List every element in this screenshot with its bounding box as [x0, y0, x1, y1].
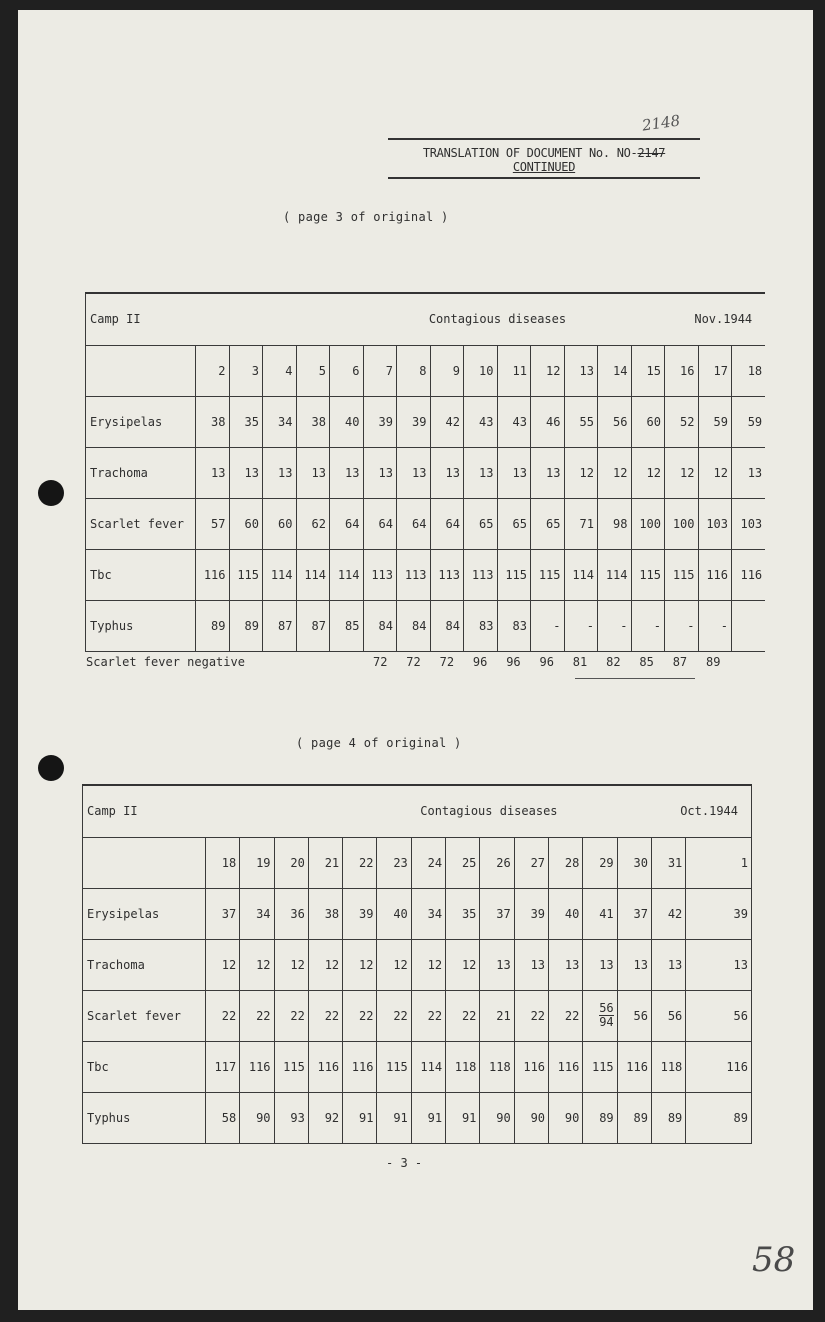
- count-cell: 114: [263, 549, 297, 600]
- negative-value: 85: [639, 655, 654, 669]
- punch-hole: [38, 755, 64, 781]
- count-cell: 40: [549, 888, 583, 939]
- count-cell: 22: [514, 990, 548, 1041]
- count-cell: 12: [564, 447, 598, 498]
- day-header-cell: 26: [480, 837, 514, 888]
- empty-header-cell: [83, 837, 206, 888]
- table-row: [86, 600, 766, 651]
- day-header-cell: 15: [631, 345, 665, 396]
- count-cell: 87: [263, 600, 297, 651]
- count-cell: 83: [464, 600, 498, 651]
- count-cell: 100: [665, 498, 699, 549]
- table-row: [83, 990, 752, 1041]
- count-cell: -: [598, 600, 632, 651]
- count-cell: 22: [274, 990, 308, 1041]
- count-cell: 90: [549, 1092, 583, 1143]
- header-continued: CONTINUED: [512, 160, 576, 174]
- count-cell: 115: [531, 549, 565, 600]
- day-header-cell: 1: [686, 837, 752, 888]
- header-title-prefix: TRANSLATION OF DOCUMENT No. NO-: [422, 146, 638, 160]
- count-cell: 37: [617, 888, 651, 939]
- count-cell: 64: [363, 498, 397, 549]
- negative-value: 96: [472, 655, 488, 669]
- disease-label: Typhus: [83, 1092, 206, 1143]
- disease-label: Trachoma: [83, 939, 206, 990]
- count-cell: 13: [363, 447, 397, 498]
- count-cell: 40: [330, 396, 364, 447]
- handwritten-document-number: 2148: [640, 111, 682, 135]
- day-header-cell: 12: [531, 345, 565, 396]
- day-header-cell: 5: [296, 345, 330, 396]
- count-cell: 22: [205, 990, 239, 1041]
- disease-label: Tbc: [86, 549, 196, 600]
- table-title-row: [86, 293, 766, 345]
- day-header-cell: 7: [363, 345, 397, 396]
- count-cell: 12: [411, 939, 445, 990]
- count-cell: 13: [330, 447, 364, 498]
- table-period: Nov.1944: [694, 312, 753, 327]
- count-cell: 92: [308, 1092, 342, 1143]
- day-header-cell: 14: [598, 345, 632, 396]
- count-cell: 13: [196, 447, 230, 498]
- count-cell: 39: [514, 888, 548, 939]
- header-title: [388, 140, 700, 160]
- negative-value: 96: [506, 655, 521, 669]
- count-cell: 12: [598, 447, 632, 498]
- disease-label: Scarlet fever: [83, 990, 206, 1041]
- count-cell: 115: [274, 1041, 308, 1092]
- count-cell: 116: [308, 1041, 342, 1092]
- count-cell: 12: [308, 939, 342, 990]
- count-cell: 114: [330, 549, 364, 600]
- count-cell: 43: [464, 396, 498, 447]
- count-cell: 13: [617, 939, 651, 990]
- count-cell: 115: [631, 549, 665, 600]
- count-cell: 13: [732, 447, 766, 498]
- count-cell: 13: [497, 447, 531, 498]
- table-row: [83, 888, 752, 939]
- count-cell: 12: [205, 939, 239, 990]
- day-header-cell: 27: [514, 837, 548, 888]
- count-cell: 60: [229, 498, 263, 549]
- count-cell: 103: [732, 498, 766, 549]
- count-cell: 113: [430, 549, 464, 600]
- day-header-cell: 29: [583, 837, 617, 888]
- count-cell: 13: [686, 939, 752, 990]
- count-cell: 116: [549, 1041, 583, 1092]
- count-cell: 56: [651, 990, 685, 1041]
- count-cell: 87: [296, 600, 330, 651]
- count-cell: 38: [308, 888, 342, 939]
- day-header-cell: 17: [698, 345, 732, 396]
- count-cell: 89: [651, 1092, 685, 1143]
- count-cell: [732, 600, 766, 651]
- count-cell: 114: [411, 1041, 445, 1092]
- day-header-cell: 13: [564, 345, 598, 396]
- table-title: Contagious diseases: [428, 312, 567, 327]
- count-cell: 39: [397, 396, 431, 447]
- table-row: [86, 549, 766, 600]
- negative-value: 81: [572, 655, 588, 669]
- count-cell: 13: [397, 447, 431, 498]
- count-cell: 52: [665, 396, 699, 447]
- count-cell: 118: [446, 1041, 480, 1092]
- count-cell: 118: [651, 1041, 685, 1092]
- count-cell: 13: [651, 939, 685, 990]
- count-cell: -: [698, 600, 732, 651]
- count-cell: 13: [583, 939, 617, 990]
- count-cell: 64: [397, 498, 431, 549]
- count-cell: 115: [665, 549, 699, 600]
- underline-mark: [575, 678, 695, 679]
- day-header-row: [86, 345, 766, 396]
- count-cell: 116: [698, 549, 732, 600]
- count-cell: 84: [397, 600, 431, 651]
- day-header-cell: 18: [205, 837, 239, 888]
- count-cell: -: [531, 600, 565, 651]
- count-cell: 114: [598, 549, 632, 600]
- count-cell: 100: [631, 498, 665, 549]
- count-cell: 40: [377, 888, 411, 939]
- negative-value: 72: [373, 655, 388, 669]
- table-title-row: [83, 785, 752, 837]
- count-cell: 35: [446, 888, 480, 939]
- count-cell: 56: [686, 990, 752, 1041]
- page4-note: ( page 4 of original ): [296, 736, 462, 750]
- count-cell: 21: [480, 990, 514, 1041]
- count-cell: 115: [377, 1041, 411, 1092]
- count-cell: 22: [446, 990, 480, 1041]
- count-cell: 22: [549, 990, 583, 1041]
- day-header-cell: 18: [732, 345, 766, 396]
- day-header-cell: 19: [240, 837, 274, 888]
- day-header-cell: 11: [497, 345, 531, 396]
- count-cell: 85: [330, 600, 364, 651]
- disease-label: Erysipelas: [83, 888, 206, 939]
- count-cell: 13: [549, 939, 583, 990]
- punch-hole: [38, 480, 64, 506]
- day-header-cell: 2: [196, 345, 230, 396]
- day-header-cell: 31: [651, 837, 685, 888]
- count-cell: 116: [732, 549, 766, 600]
- day-header-cell: 28: [549, 837, 583, 888]
- negative-value: 96: [539, 655, 554, 669]
- count-cell: 22: [240, 990, 274, 1041]
- count-cell: 34: [263, 396, 297, 447]
- count-cell: 115: [229, 549, 263, 600]
- count-cell: 113: [363, 549, 397, 600]
- count-cell: 89: [229, 600, 263, 651]
- count-cell: 89: [686, 1092, 752, 1143]
- day-header-cell: 21: [308, 837, 342, 888]
- count-cell: 39: [363, 396, 397, 447]
- count-cell: [583, 990, 617, 1041]
- table-oct-1944: [82, 784, 752, 1144]
- disease-label: Scarlet fever: [86, 498, 196, 549]
- count-cell: 56: [598, 396, 632, 447]
- count-cell: 13: [263, 447, 297, 498]
- count-cell: 22: [308, 990, 342, 1041]
- count-cell: 39: [686, 888, 752, 939]
- count-cell: 13: [296, 447, 330, 498]
- day-header-cell: 4: [263, 345, 297, 396]
- count-cell: 114: [296, 549, 330, 600]
- count-cell: 71: [564, 498, 598, 549]
- count-cell: 46: [531, 396, 565, 447]
- count-cell: 91: [446, 1092, 480, 1143]
- table-row: [86, 396, 766, 447]
- count-cell: 59: [732, 396, 766, 447]
- correction-denominator: 94: [599, 1015, 614, 1029]
- count-cell: 43: [497, 396, 531, 447]
- count-cell: 62: [296, 498, 330, 549]
- day-header-cell: 8: [397, 345, 431, 396]
- count-cell: 89: [617, 1092, 651, 1143]
- count-cell: 42: [430, 396, 464, 447]
- count-cell: 116: [240, 1041, 274, 1092]
- count-cell: 42: [651, 888, 685, 939]
- negative-value: 89: [706, 655, 721, 669]
- table-period: Oct.1944: [680, 804, 738, 819]
- count-cell: 58: [205, 1092, 239, 1143]
- count-cell: 13: [430, 447, 464, 498]
- count-cell: 12: [665, 447, 699, 498]
- count-cell: 12: [377, 939, 411, 990]
- day-header-cell: 22: [343, 837, 377, 888]
- table-row: [83, 1041, 752, 1092]
- table-row: [83, 939, 752, 990]
- count-cell: -: [665, 600, 699, 651]
- count-cell: 116: [514, 1041, 548, 1092]
- document-header: [388, 138, 700, 179]
- count-cell: 114: [564, 549, 598, 600]
- count-cell: 64: [430, 498, 464, 549]
- count-cell: 113: [464, 549, 498, 600]
- count-cell: 13: [480, 939, 514, 990]
- page3-note: ( page 3 of original ): [283, 210, 449, 224]
- count-cell: 38: [196, 396, 230, 447]
- day-header-cell: 30: [617, 837, 651, 888]
- count-cell: 90: [240, 1092, 274, 1143]
- handwritten-page-number: 58: [752, 1240, 796, 1280]
- count-cell: 12: [343, 939, 377, 990]
- count-cell: 91: [411, 1092, 445, 1143]
- count-cell: 35: [229, 396, 263, 447]
- count-cell: 39: [343, 888, 377, 939]
- count-cell: 12: [698, 447, 732, 498]
- header-title-struck-number: 2147: [637, 146, 666, 160]
- count-cell: 89: [583, 1092, 617, 1143]
- count-cell: -: [564, 600, 598, 651]
- count-cell: 37: [205, 888, 239, 939]
- count-cell: 60: [631, 396, 665, 447]
- count-cell: 65: [497, 498, 531, 549]
- count-cell: 103: [698, 498, 732, 549]
- count-cell: 13: [229, 447, 263, 498]
- count-cell: 90: [514, 1092, 548, 1143]
- count-cell: 113: [397, 549, 431, 600]
- count-cell: 56: [617, 990, 651, 1041]
- count-cell: 13: [464, 447, 498, 498]
- count-cell: 91: [343, 1092, 377, 1143]
- count-cell: 115: [497, 549, 531, 600]
- disease-label: Trachoma: [86, 447, 196, 498]
- count-cell: 93: [274, 1092, 308, 1143]
- table-nov-1944: [85, 292, 765, 652]
- day-header-cell: 9: [430, 345, 464, 396]
- count-cell: 12: [274, 939, 308, 990]
- camp-label: Camp II: [90, 312, 141, 327]
- day-header-cell: 24: [411, 837, 445, 888]
- day-header-cell: 25: [446, 837, 480, 888]
- count-cell: 13: [514, 939, 548, 990]
- camp-label: Camp II: [87, 804, 138, 819]
- count-cell: 41: [583, 888, 617, 939]
- count-cell: 12: [631, 447, 665, 498]
- header-rule-bottom: [388, 177, 700, 179]
- count-cell: 98: [598, 498, 632, 549]
- day-header-cell: 10: [464, 345, 498, 396]
- count-cell: 116: [343, 1041, 377, 1092]
- negative-value: 87: [672, 655, 688, 669]
- count-cell: 22: [411, 990, 445, 1041]
- disease-label: Tbc: [83, 1041, 206, 1092]
- negative-value: 82: [606, 655, 621, 669]
- day-header-cell: 20: [274, 837, 308, 888]
- count-cell: 34: [240, 888, 274, 939]
- count-cell: 84: [363, 600, 397, 651]
- count-cell: 57: [196, 498, 230, 549]
- count-cell: 59: [698, 396, 732, 447]
- count-cell: 37: [480, 888, 514, 939]
- negative-value: 72: [439, 655, 455, 669]
- count-cell: 84: [430, 600, 464, 651]
- count-cell: 12: [446, 939, 480, 990]
- table-row: [86, 447, 766, 498]
- count-cell: 83: [497, 600, 531, 651]
- table-title: Contagious diseases: [420, 804, 558, 819]
- count-cell: 117: [205, 1041, 239, 1092]
- count-cell: 55: [564, 396, 598, 447]
- disease-label: Typhus: [86, 600, 196, 651]
- table-row: [83, 1092, 752, 1143]
- corrected-value: [599, 1002, 613, 1029]
- count-cell: 116: [617, 1041, 651, 1092]
- count-cell: 13: [531, 447, 565, 498]
- day-header-cell: 6: [330, 345, 364, 396]
- count-cell: 91: [377, 1092, 411, 1143]
- count-cell: 60: [263, 498, 297, 549]
- count-cell: 12: [240, 939, 274, 990]
- day-header-cell: 3: [229, 345, 263, 396]
- count-cell: 36: [274, 888, 308, 939]
- count-cell: 22: [377, 990, 411, 1041]
- table-row: [86, 498, 766, 549]
- count-cell: 116: [196, 549, 230, 600]
- count-cell: 64: [330, 498, 364, 549]
- count-cell: 65: [464, 498, 498, 549]
- count-cell: -: [631, 600, 665, 651]
- disease-label: Erysipelas: [86, 396, 196, 447]
- correction-numerator: 56: [599, 1001, 614, 1015]
- count-cell: 116: [686, 1041, 752, 1092]
- count-cell: 115: [583, 1041, 617, 1092]
- empty-header-cell: [86, 345, 196, 396]
- count-cell: 65: [531, 498, 565, 549]
- count-cell: 22: [343, 990, 377, 1041]
- day-header-cell: 23: [377, 837, 411, 888]
- scarlet-negative-label: Scarlet fever negative: [86, 655, 245, 669]
- day-header-cell: 16: [665, 345, 699, 396]
- negative-value: 72: [406, 655, 421, 669]
- day-header-row: [83, 837, 752, 888]
- count-cell: 89: [196, 600, 230, 651]
- page-number: - 3 -: [386, 1156, 423, 1170]
- count-cell: 90: [480, 1092, 514, 1143]
- count-cell: 118: [480, 1041, 514, 1092]
- count-cell: 34: [411, 888, 445, 939]
- count-cell: 38: [296, 396, 330, 447]
